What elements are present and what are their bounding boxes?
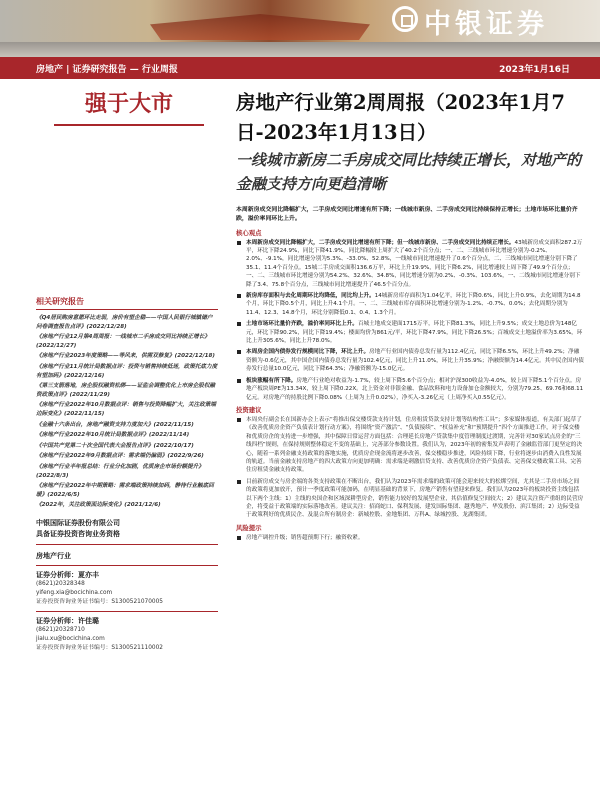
brand-logo: 中银证券: [424, 9, 548, 40]
bullet-lead: 新房库存面积与去化周期环比均降低，同比均上升。: [246, 293, 375, 300]
bullet-point: [236, 377, 584, 402]
bullet-lead: 本周新房成交同比降幅扩大，二手房成交同比增速有所下降；但一线城市新房、二手房成交同比持续正增长。: [246, 239, 515, 246]
bullet-text: 14城新房库存面积为1.04亿平，环比下降0.6%，同比上升0.9%，去化周期为14.8个月，环比下降0.5个月，同比上升4.1个月。一、二、三线城市库存面积环比增速分别为-1.2%、-0.7%、0.0%；去化周期分别为11.4、12.3、14.8个月，环比分别降低0.1、0.4、1.3个月。: [246, 293, 581, 316]
analyst-phone: (8621)20328710: [36, 626, 85, 633]
palace-roof-image: [150, 14, 370, 40]
related-report-item: 《房地产行业11月统计局数据点评：投资与销售持续低迷，政策托底力度有望加码》(2022/12/16): [36, 363, 218, 379]
related-reports-list: [36, 314, 218, 510]
risk-points: [236, 534, 584, 542]
company-line: 具备证券投资咨询业务资格: [36, 529, 120, 538]
bullet-point: [236, 416, 584, 475]
page-title: 房地产行业第2周周报（2023年1月7日-2023年1月13日）: [236, 91, 565, 144]
bullet-point: [236, 320, 584, 345]
report-date: 2023年1月16日: [499, 65, 570, 75]
investment-points: [236, 416, 584, 520]
bullet-lead: 土地市场环比量价齐跌，溢价率同环比上升。: [246, 321, 358, 328]
bullet-text: 百城土地成交建面1715万平，环比下降81.3%，同比上升9.5%；成交土地总价为148亿元，环比下降90.2%，同比下降19.4%；楼面均价为861元/平，环比下降47.9%，同比下降26.5%；百城成交土地溢价率为3.65%，环比上升305.6%，同比上升78.0%。: [246, 321, 583, 345]
analyst-name: 证券分析师：许佳璐: [36, 616, 99, 625]
related-report-item: 《房地产行业2022年中期策略：需求端政策持续加码，静待行业触底回暖》(2022/6/5): [36, 483, 214, 498]
related-report-item: 《中国共产党第二十次全国代表大会报告点评》(2022/10/17): [36, 442, 194, 449]
bullet-text: 房地产行业绝对收益为-1.7%，较上周下降5.6个百分点；相对沪深300收益为-4.0%，较上周下降5.1个百分点。房地产板块周PE为13.34X，较上周下降0.22X。北上资金对非银金融、食品饮料和电力设备加仓金额较大，分别为79.25、69.76和68.11亿元。对房地产的持股比例下降0.08%（上周为上升0.02%），净买入-3.26亿元（上周净买入0.55亿元）。: [246, 377, 584, 401]
related-report-item: 《房地产行业2022年9月数据点评：需求端仍偏弱》(2022/9/26): [36, 453, 204, 460]
related-report-item: 《Q4居民购房意愿环比走弱，房价有望企稳——中国人民银行城镇储户问卷调查报告点评》(2022/12/28): [36, 315, 213, 330]
bullet-point: [236, 239, 584, 289]
sector-label: 房地产行业: [36, 551, 71, 560]
related-report-item: 《房地产行业2022年10月数据点评：销售与投资降幅扩大，关注政策端边际变化》(2022/11/15): [36, 402, 216, 417]
analyst-phone: (8621)20328348: [36, 580, 85, 587]
analyst-list: [36, 565, 218, 653]
bullet-point: [236, 534, 584, 542]
header-banner: [0, 0, 600, 57]
related-report-item: 《房地产行业2023年度策略——等风来，供需双修复》(2022/12/18): [36, 353, 215, 360]
related-report-item: 《房地产行业2022年10月统计局数据点评》(2022/11/14): [36, 432, 190, 439]
analyst-cert: 证券投资咨询业务证书编号：S1300521070005: [36, 598, 163, 605]
divider: [36, 544, 218, 545]
bullet-text: 43城新房成交面积287.2万平，环比下降24.9%，同比下降41.9%，同比降幅较上周扩大了40.2个百分点；一、二、三线城市环比增速分别为-0.2%、2.0%、-9.1%，同比增速分别为5.3%、-33.0%、52.8%，一线城市同比增速提升了0.6个百分点，二、三线城市同比增速分别下降了35.1、11.4个百分点。15城二手房成交面积136.6万平，环比上升19.9%，同比下降6.2%，同比增速较上周下降了49.9个百分点；一、二、三线城市环比增速分别为54.2%、32.6%、34.8%，同比增速分别为0.2%、-0.3%、103.6%，一、二线城市同比增速分别下降了3.4、75.8个百分点，三线城市同比增速提升了46.5个百分点。: [246, 239, 583, 288]
page-subtitle: 一线城市新房二手房成交同比持续正增长，对地产的金融支持方向更趋清晰: [236, 151, 582, 193]
main-content: [236, 206, 584, 545]
topbar: [0, 57, 600, 79]
analyst-email: yifeng.xia@bocichina.com: [36, 589, 113, 596]
divider: [36, 565, 218, 566]
bullet-text: 目前新房成交与房企端的各类支持政策在不断出台，我们认为2023年需求端的政策可能会迎来较大的松绑空间，尤其是二手房市场之间的政策将更加放开，预计一季度政策可能加码，在明显基础的背景下，房地产销售有望迎来修复。我们认为2023年的板块投资主线包括以下两个主线：1）主线的央国企和区域深耕型房企，销售能力较好的发展型企业，其估值修复空间较大；2）建议关注资产重组的民营房企，将受益于政策端的实际落地改善。建议关注：招商蛇口、保利发展、建发国际集团、越秀地产、华发股份、滨江集团；2）边际受益于政策利好的优质民企、及混合所有制房企：新城控股、金地集团、万科A、绿城控股、龙湖集团。: [246, 478, 584, 519]
company-name: [36, 518, 218, 540]
bank-logo-icon: [392, 6, 418, 32]
company-line: 中银国际证券股份有限公司: [36, 518, 120, 527]
bullet-lead: 板块涨幅有所下降。: [246, 377, 297, 384]
sidebar: [36, 296, 218, 653]
related-report-item: 《2022年，关注政策面边际变化》(2021/12/6): [36, 502, 161, 509]
bullet-lead: 本周房企国内债券发行规模同比下降，环比上升。: [246, 349, 370, 356]
analyst-email: jialu.xu@bocichina.com: [36, 635, 105, 642]
report-category: 房地产 | 证券研究报告 — 行业周报: [36, 65, 178, 75]
bullet-text: 本周央行副会长在国新办会上表示“将推出保交楼贷款支持计划，住房租赁贷款支持计划等结构性工具”；多家媒体报道，有关部门起草了《改善优质房企资产负债表计划行动方案》，将围绕“资产激活”、“负债接续”、“权益补充”和“预期提升”四个方面推进工作，对于保交楼和优质房企的支持进一步增强，其中保障日常运营方面包括：合理延长房地产贷款集中度管理制度过渡期，完善针对30家试点房企的“三线四档”规则，在保持规则整体稳定不变的基础上，完善部分参数设置。我们认为，2023年初的密集发声表明了金融监管部门更坚定的决心，随着一系列金融支持政策的落地实施，优质房企现金流将逐步改善，保交楼稳步推进，风险持续下降，行业将逐步由消费入良性发展的轨道。当前金融支持房地产的四大政策方向更加明确：需求端是刺激信贷支持、改善优质房企资产负债表、完善保交楼政策工具、完善住房租赁金融支持政策。: [246, 416, 582, 474]
summary-text: 本周新房成交同比降幅扩大，二手房成交同比增速有所下降；一线城市新房、二手房成交同比持续保持正增长；土地市场环比量价齐跌，溢价率同环比上升。: [236, 207, 578, 222]
divider: [36, 611, 218, 612]
bullet-text: 房地产调控升级；销售超预期下行；融资收紧。: [246, 534, 364, 541]
analyst-name: 证券分析师：夏亦丰: [36, 570, 99, 579]
analyst-cert: 证券投资咨询业务证书编号：S1300521110002: [36, 644, 163, 651]
risk-heading: 风险提示: [236, 523, 262, 532]
related-report-item: 《第三支箭落地，房企股权融资松绑——证监会调整优化上市房企股权融资政策点评》(2022/11/29): [36, 383, 216, 398]
bullet-text: 房地产行业国内债券总发行量为112.4亿元，同比下降6.5%，环比上升49.2%；净融资额为-0.6亿元，其中国企国内债券总发行量为102.4亿元，同比上升11.0%，环比上升35.9%；净融资额为14.4亿元。其中民企国内债券发行总量10.0亿元，同比下降64.3%；净融资额为-15.0亿元。: [246, 349, 584, 373]
investment-advice-heading: 投资建议: [236, 405, 262, 414]
related-reports-heading: 相关研究报告: [36, 296, 218, 310]
bullet-point: [236, 348, 584, 373]
palace-steps-image: [0, 42, 600, 57]
bullet-point: [236, 292, 584, 317]
core-points: [236, 239, 584, 402]
related-report-item: 《金融十六条出台，房地产融资支持力度加大》(2022/11/15): [36, 421, 194, 428]
rating-tag: 强于大市: [54, 86, 204, 126]
core-views-heading: 核心观点: [236, 228, 262, 237]
related-report-item: 《房地产行业12月第4周周报：一线城市二手房成交同比持续正增长》(2022/12/27): [36, 334, 210, 349]
bullet-point: [236, 478, 584, 520]
related-report-item: 《房地产行业半年报总结：行业分化加剧，优质房企市场份额提升》(2022/8/3): [36, 463, 204, 479]
